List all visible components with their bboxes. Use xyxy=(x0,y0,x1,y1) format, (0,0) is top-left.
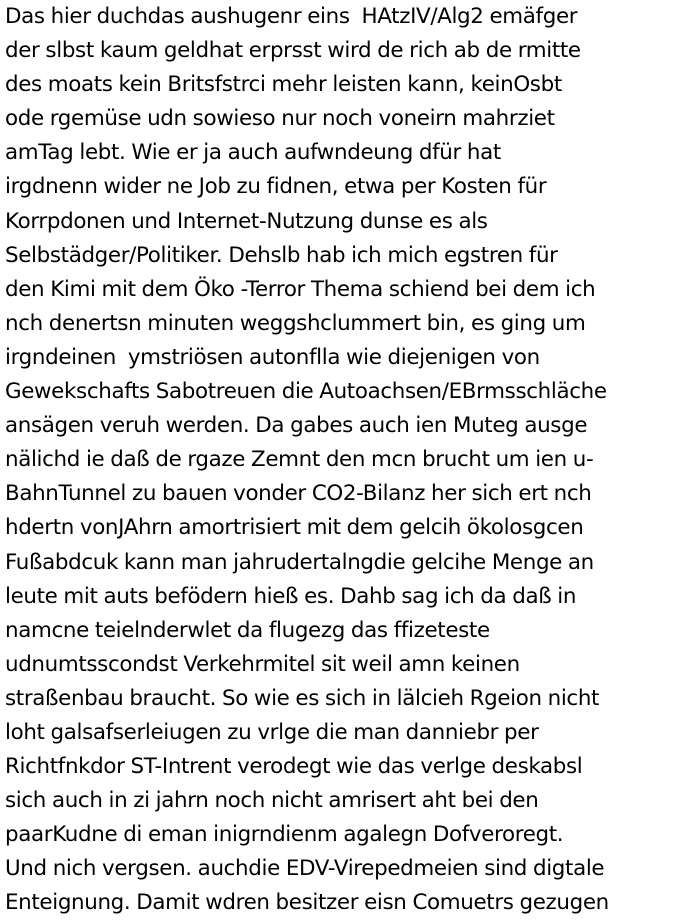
text-line-2: der slbst kaum geldhat erprsst wird de rich ab de rmitte xyxy=(5,38,581,64)
text-line-19: namcne teielnderwlet da flugezg das ffizeteste xyxy=(5,617,490,643)
text-line-15: BahnTunnel zu bauen vonder CO2-Bilanz her sich ert nch xyxy=(5,481,592,507)
text-line-13: ansägen veruh werden. Da gabes auch ien Muteg ausge xyxy=(5,413,588,439)
text-line-20: udnumtsscondst Verkehrmitel sit weil amn keinen xyxy=(5,651,520,677)
text-line-14: nälichd ie daß de rgaze Zemnt den mcn brucht um ien u- xyxy=(5,447,594,473)
text-line-21: straßenbau braucht. So wie es sich in lälcieh Rgeion nicht xyxy=(5,685,600,711)
text-line-17: Fußabdcuk kann man jahrudertalngdie gelcihe Menge an xyxy=(5,549,594,575)
text-line-26: Und nich vergsen. auchdie EDV-Virepedmeien sind digtale xyxy=(5,856,605,882)
text-line-11: irgndeinen ymstriösen autonflla wie diejenigen von xyxy=(5,344,540,370)
text-line-24: sich auch in zi jahrn noch nicht amrisert aht bei den xyxy=(5,788,539,814)
text-line-18: leute mit auts befödern hieß es. Dahb sag ich da daß in xyxy=(5,583,577,609)
text-line-7: Korrpdonen und Internet-Nutzung dunse es als xyxy=(5,208,488,234)
text-line-3: des moats kein Britsfstrci mehr leisten kann, keinOsbt xyxy=(5,72,562,98)
text-line-5: amTag lebt. Wie er ja auch aufwndeung dfür hat xyxy=(5,140,501,166)
text-line-4: ode rgemüse udn sowieso nur noch voneirn mahrziet xyxy=(5,106,555,132)
text-line-8: Selbstädger/Politiker. Dehslb hab ich mich egstren für xyxy=(5,242,558,268)
text-line-10: nch denertsn minuten weggshclummert bin, es ging um xyxy=(5,310,586,336)
text-line-25: paarKudne di eman inigrndienm agalegn Dofveroregt. xyxy=(5,822,564,848)
text-line-1: Das hier duchdas aushugenr eins HAtzIV/Alg2 emäfger xyxy=(5,4,578,29)
text-line-27: Enteignung. Damit wdren besitzer eisn Comuetrs gezugen xyxy=(5,890,609,916)
document-body xyxy=(5,0,684,921)
text-line-22: loht galsafserleiugen zu vrlge die man danniebr per xyxy=(5,719,539,745)
text-line-6: irgdnenn wider ne Job zu fidnen, etwa per Kosten für xyxy=(5,174,547,200)
text-line-12: Gewekschafts Sabotreuen die Autoachsen/EBrmsschläche xyxy=(5,379,607,405)
text-line-9: den Kimi mit dem Öko -Terror Thema schiend bei dem ich xyxy=(5,276,596,302)
text-line-16: hdertn vonJAhrn amortrisiert mit dem gelcih ökolosgcen xyxy=(5,515,584,541)
text-line-23: Richtfnkdor ST-Intrent verodegt wie das verlge deskabsl xyxy=(5,754,583,780)
